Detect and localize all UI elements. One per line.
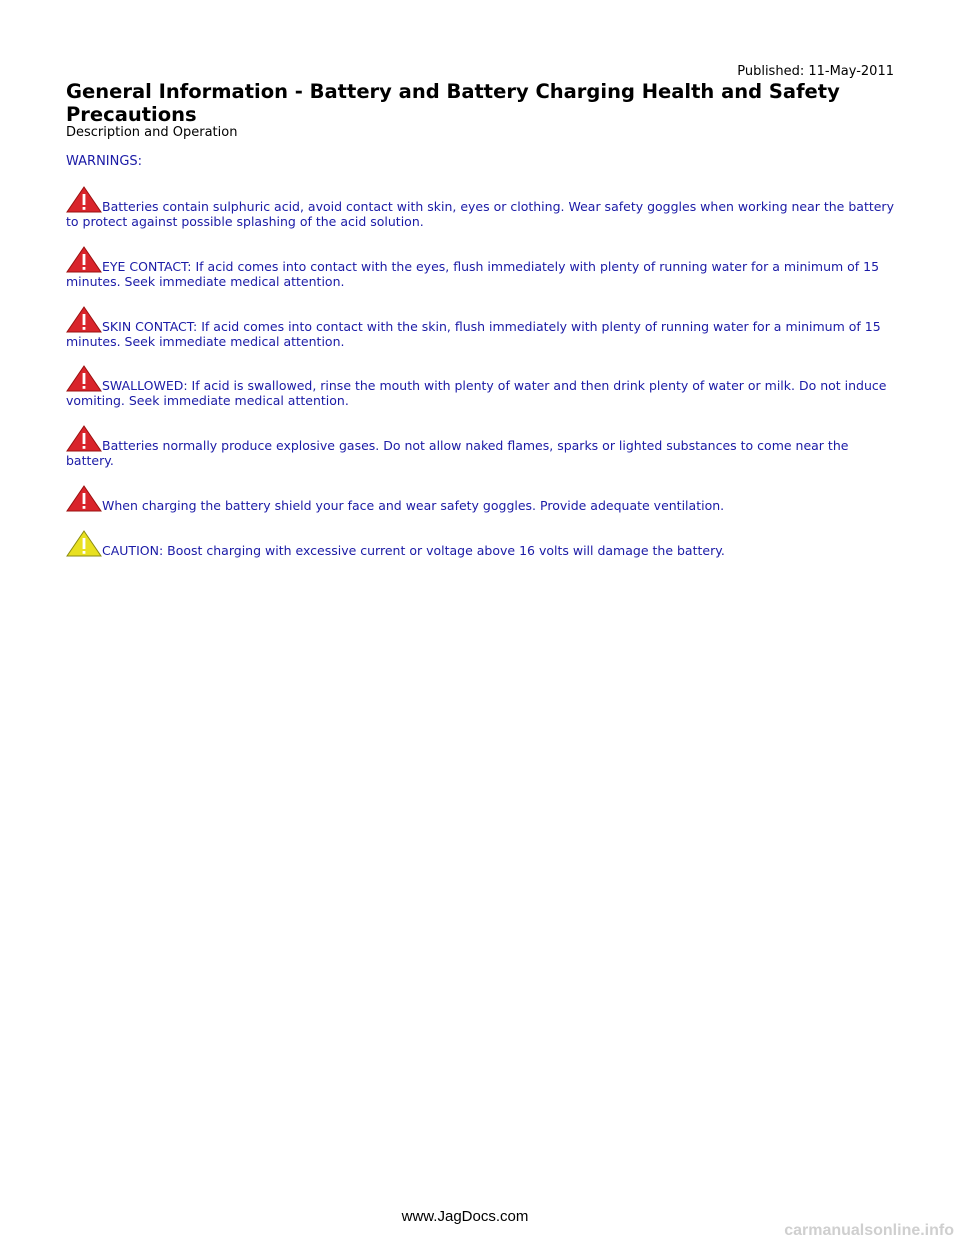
warning-triangle-icon [66, 485, 102, 512]
site-watermark: carmanualsonline.info [784, 1222, 954, 1239]
notice-text: EYE CONTACT: If acid comes into contact with the eyes, flush immediately with plenty of running water for a minimum of 15 minutes. Seek immediate medical attention. [66, 259, 880, 289]
warning-triangle-icon [66, 425, 102, 452]
notice-text: SKIN CONTACT: If acid comes into contact with the skin, flush immediately with plenty of running water for a minimum of 15 minutes. Seek immediate medical attention. [66, 319, 881, 349]
warning-triangle-icon [66, 186, 102, 213]
warning-triangle-icon [66, 365, 102, 392]
warning-triangle-icon [66, 246, 102, 273]
warning-notice [66, 425, 896, 468]
published-date: Published: 11-May-2011 [737, 64, 894, 79]
caution-notice [66, 530, 896, 558]
warning-notice [66, 186, 896, 229]
notice-text: When charging the battery shield your face and wear safety goggles. Provide adequate ventilation. [102, 498, 725, 513]
footer-url[interactable]: www.JagDocs.com [401, 1208, 529, 1225]
notice-text: CAUTION: Boost charging with excessive current or voltage above 16 volts will damage the battery. [102, 543, 725, 558]
warning-triangle-icon [66, 306, 102, 333]
warning-notice [66, 246, 896, 289]
notice-text: Batteries contain sulphuric acid, avoid contact with skin, eyes or clothing. Wear safety goggles when working near the battery to protect against possible splashing of the acid solution. [66, 199, 894, 229]
warning-notice [66, 365, 896, 408]
warning-notice [66, 306, 896, 349]
page-subtitle: Description and Operation [66, 125, 238, 140]
notice-text: Batteries normally produce explosive gases. Do not allow naked flames, sparks or lighted substances to come near the battery. [66, 438, 849, 468]
caution-triangle-icon [66, 530, 102, 557]
warning-notice [66, 485, 896, 513]
page-title: General Information - Battery and Battery Charging Health and Safety Precautions [66, 80, 840, 126]
warnings-heading: WARNINGS: [66, 154, 143, 169]
notice-text: SWALLOWED: If acid is swallowed, rinse the mouth with plenty of water and then drink plenty of water or milk. Do not induce vomiting. Seek immediate medical attention. [66, 378, 887, 408]
